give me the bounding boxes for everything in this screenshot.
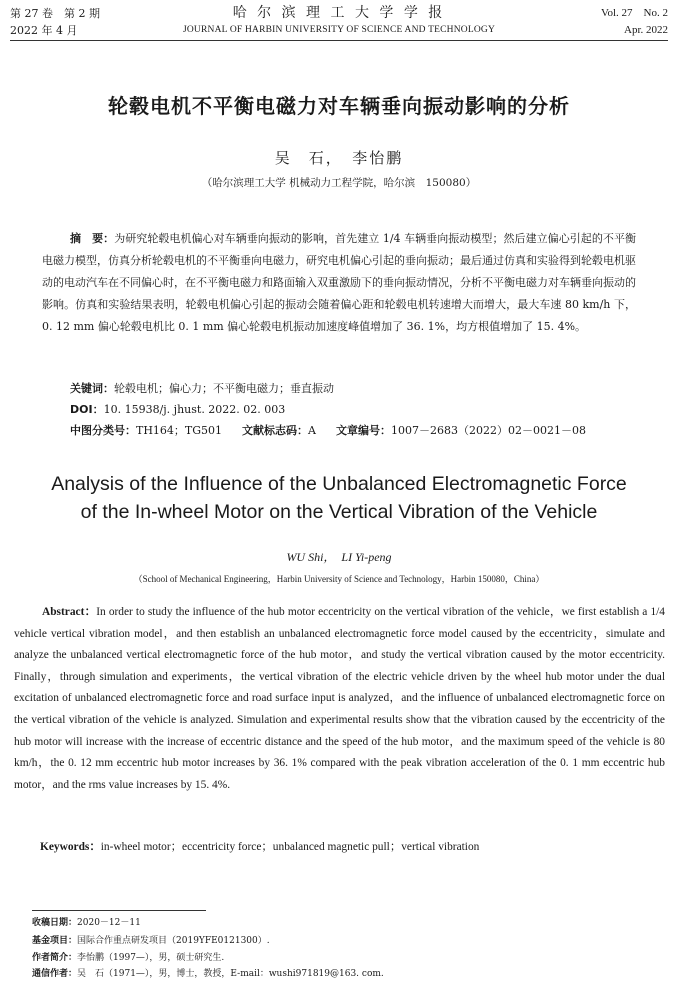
keywords-en-text: in-wheel motor；eccentricity force；unbalanced magnetic pull；vertical vibration [100, 841, 480, 853]
keywords-cn-label: 关键词： [70, 382, 114, 395]
volume-issue-cn: 第 27 卷 第 2 期 [10, 7, 100, 20]
footnote-corresponding [32, 967, 652, 981]
doc-code-value: A [308, 424, 316, 437]
paper-title-en-line2: of the In-wheel Motor on the Vertical Vibration of the Vehicle [80, 501, 598, 523]
header-right [601, 5, 668, 39]
received-label: 收稿日期： [32, 918, 78, 928]
authors-en: WU Shi， LI Yi-peng [286, 550, 392, 564]
abstract-cn-label: 摘 要： [70, 232, 115, 245]
footnote-rule [32, 910, 206, 911]
received-value: 2020－12－11 [77, 918, 141, 928]
author-bio-label: 作者简介： [32, 953, 78, 963]
running-header [0, 0, 678, 44]
affiliation-cn: （哈尔滨理工大学 机械动力工程学院，哈尔滨 150080） [201, 177, 477, 189]
abstract-en-text: In order to study the influence of the hub motor eccentricity on the vertical vibration of the vehicle，we first establish a 1/4 vehicle vertical vibration model，and then establish an unbalanced electromagnetic force model caused by the eccentricity，simulate and analyze the unbalanced vertical electromagnetic force of the hub motor，and study the vertical vibration caused by the motor eccentricity. Finally，through simulation and experiments，the vertical vibration of the electric vehicle driven by the wheel hub motor under the dual excitation of unbalanced electromagnetic force and road surface input is analyzed，and the influence of unbalanced electromagnetic force on the vertical vibration of the vehicle is analyzed. Simulation and experimental results show that the vibration caused by the eccentricity of the hub motor will increase with the increase of eccentric distance and the speed of the hub motor，and the maximum speed of the vehicle is 80 km/h，the 0. 12 mm eccentric hub motor increases by 36. 1% compared with the peak vibration acceleration of the 0. 1 mm eccentric hub motor，and the rms value increases by 15. 4%. [14, 606, 665, 791]
header-center [0, 4, 678, 38]
keywords-cn-text: 轮毂电机；偏心力；不平衡电磁力；垂直振动 [114, 382, 334, 395]
classification-line [70, 423, 640, 439]
journal-name-en: JOURNAL OF HARBIN UNIVERSITY OF SCIENCE AND TECHNOLOGY [182, 25, 496, 35]
doi-label: DOI： [70, 403, 104, 416]
clc-label: 中图分类号： [70, 424, 136, 437]
footnote-received [32, 916, 652, 930]
abstract-en-label: Abstract： [42, 606, 97, 618]
abstract-en [14, 602, 665, 796]
paper-title-en [0, 470, 678, 526]
keywords-cn [70, 381, 640, 397]
author-bio-value: 李怡鹏（1997—），男，硕士研究生. [77, 953, 225, 963]
fund-value: 国际合作重点研发项目（2019YFE0121300）. [77, 936, 270, 946]
footnote-author [32, 951, 652, 965]
abstract-cn [42, 228, 636, 338]
volume-issue-en: Vol. 27 No. 2 [600, 7, 668, 19]
keywords-en [40, 838, 660, 854]
corresponding-value: 吴 石（1971—），男，博士，教授，E-mail：wushi971819@163. com. [77, 969, 384, 979]
journal-name-cn: 哈 尔 滨 理 工 大 学 学 报 [232, 5, 446, 21]
paper-title-cn: 轮毂电机不平衡电磁力对车辆垂向振动影响的分析 [108, 94, 570, 118]
keywords-en-label: Keywords： [40, 841, 101, 853]
affiliation-en: （School of Mechanical Engineering，Harbin University of Science and Technology，Harbin 150080，China） [133, 574, 545, 584]
corresponding-label: 通信作者： [32, 969, 78, 979]
footnote-fund [32, 934, 652, 948]
doi-link[interactable]: 10. 15938/j. jhust. 2022. 02. 003 [103, 403, 286, 416]
fund-label: 基金项目： [32, 936, 78, 946]
article-no-label: 文章编号： [336, 424, 391, 437]
article-no-value: 1007－2683（2022）02－0021－08 [391, 424, 586, 437]
date-en: Apr. 2022 [624, 24, 668, 36]
doc-code-label: 文献标志码： [242, 424, 309, 437]
date-cn: 2022 年 4 月 [10, 24, 78, 37]
authors-cn: 吴 石， 李怡鹏 [274, 149, 404, 167]
doi-line [70, 402, 640, 418]
paper-title-en-line1: Analysis of the Influence of the Unbalanced Electromagnetic Force [51, 473, 627, 495]
abstract-cn-text: 为研究轮毂电机偏心对车辆垂向振动的影响，首先建立 1/4 车辆垂向振动模型；然后建立偏心引起的不平衡电磁力模型，仿真分析轮毂电机的不平衡垂向电磁力，研究电机偏心引起的垂向振动；最后通过仿真和实验得到轮毂电机驱动的电动汽车在不同偏心时，在不平衡电磁力和路面输入双重激励下的垂向振动情况，分析不平衡电磁力对车辆垂向振动的影响。仿真和实验结果表明，轮毂电机偏心引起的振动会随着偏心距和轮毂电机转速增大而增大，最大车速 80 km/h 下，0. 12 mm 偏心轮毂电机比 0. 1 mm 偏心轮毂电机振动加速度峰值增加了 36. 1%，均方根值增加了 15. 4%。 [42, 232, 636, 333]
clc-value: TH164；TG501 [136, 424, 223, 437]
header-rule [10, 40, 668, 41]
